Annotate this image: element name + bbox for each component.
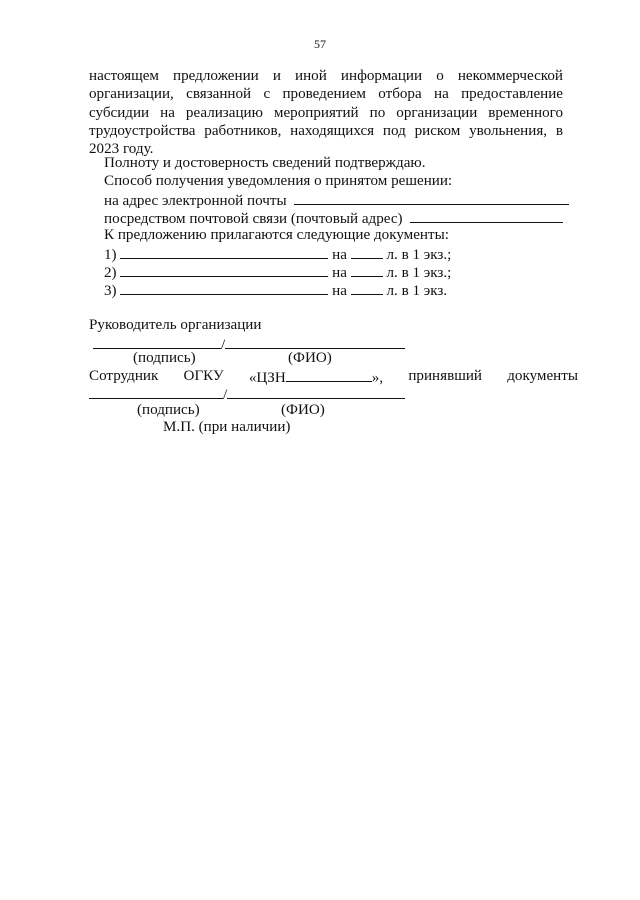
notification-method-line: Способ получения уведомления о принятом решении: [104,173,453,189]
confirmation-line: Полноту и достоверность сведений подтверждаю. [104,155,426,171]
email-label: на адрес электронной почты [104,193,287,209]
attachments-label: К предложению прилагаются следующие документы: [104,227,449,243]
employee-signature-blank[interactable] [89,384,223,399]
accepted-word: принявший [408,368,482,384]
head-signature-caption: (подпись) [133,350,196,366]
email-blank[interactable] [294,190,569,205]
attachment-name-blank[interactable] [120,262,328,277]
employee-name-caption: (ФИО) [281,402,325,418]
separator-slash: / [223,387,228,403]
ogku-word: ОГКУ [183,368,224,384]
email-line [104,190,569,210]
head-of-org-label: Руководитель организации [89,317,262,333]
attachment-sheets-blank[interactable] [351,280,383,295]
attachment-item-2 [104,262,451,282]
attachment-on: на [332,265,347,281]
czn-close: », [371,370,384,386]
attachment-item-1 [104,244,451,264]
attachment-item-3 [104,280,447,300]
employee-name-blank[interactable] [227,384,405,399]
head-name-blank[interactable] [225,334,405,349]
intro-paragraph: настоящем предложении и иной информации о некоммерческой организации, связанной с проведением отбора на предоставление субсидии на реализацию мероприятий по организации временного трудоустройства работников, находящихся под риском увольнения, в 2023 году. [89,68,563,158]
attachment-name-blank[interactable] [120,280,328,295]
post-label: посредством почтовой связи (почтовый адрес) [104,211,403,227]
attachment-name-blank[interactable] [120,244,328,259]
attachment-number: 2) [104,265,117,281]
separator-slash: / [221,337,226,353]
czn-blank[interactable] [286,367,372,382]
attachment-sheets: л. в 1 экз.; [386,247,452,263]
czn-open: «ЦЗН [248,370,286,386]
attachment-number: 1) [104,247,117,263]
post-line [104,208,563,228]
head-signature-blank[interactable] [93,334,221,349]
post-address-blank[interactable] [410,208,563,223]
head-name-caption: (ФИО) [288,350,332,366]
employee-word: Сотрудник [89,368,159,384]
documents-word: документы [507,368,578,384]
employee-signature-caption: (подпись) [137,402,200,418]
stamp-note: М.П. (при наличии) [163,419,291,435]
attachment-sheets: л. в 1 экз.; [386,265,452,281]
page-number: 57 [314,37,326,51]
attachment-sheets-blank[interactable] [351,244,383,259]
attachment-sheets: л. в 1 экз. [386,283,448,299]
attachment-sheets-blank[interactable] [351,262,383,277]
attachment-number: 3) [104,283,117,299]
attachment-on: на [332,247,347,263]
attachment-on: на [332,283,347,299]
